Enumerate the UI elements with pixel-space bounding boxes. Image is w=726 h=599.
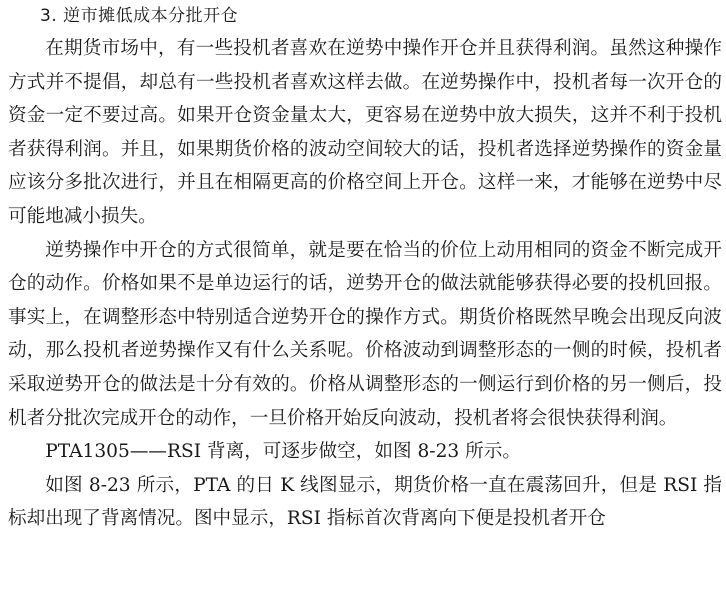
section-heading: 3. 逆市摊低成本分批开仓: [40, 6, 239, 26]
document-page: [8, 4, 722, 536]
paragraph-4: 如图 8-23 所示，PTA 的日 K 线图显示，期货价格一直在震荡回升，但是 RSI 指标却出现了背离情况。图中显示，RSI 指标首次背离向下便是投机者开仓: [8, 474, 722, 530]
paragraph-2: 逆势操作中开仓的方式很简单，就是要在恰当的价位上动用相同的资金不断完成开仓的动作。价格如果不是单边运行的话，逆势开仓的做法就能够获得必要的投机回报。事实上，在调整形态中特别适合逆势开仓的操作方式。期货价格既然早晚会出现反向波动，那么投机者逆势操作又有什么关系呢。价格波动到调整形态的一侧的时候，投机者采取逆势开仓的做法是十分有效的。价格从调整形态的一侧运行到价格的另一侧后，投机者分批次完成开仓的动作，一旦价格开始反向波动，投机者将会很快获得利润。: [8, 239, 722, 429]
paragraph-1: 在期货市场中，有一些投机者喜欢在逆势中操作开仓并且获得利润。虽然这种操作方式并不提倡，却总有一些投机者喜欢这样去做。在逆势操作中，投机者每一次开仓的资金一定不要过高。如果开仓资金量太大，更容易在逆势中放大损失，这并不利于投机者获得利润。并且，如果期货价格的波动空间较大的话，投机者选择逆势操作的资金量应该分多批次进行，并且在相隔更高的价格空间上开仓。这样一来，才能够在逆势中尽可能地减小损失。: [8, 38, 722, 227]
paragraph-3: PTA1305——RSI 背离，可逐步做空，如图 8-23 所示。: [45, 441, 521, 463]
